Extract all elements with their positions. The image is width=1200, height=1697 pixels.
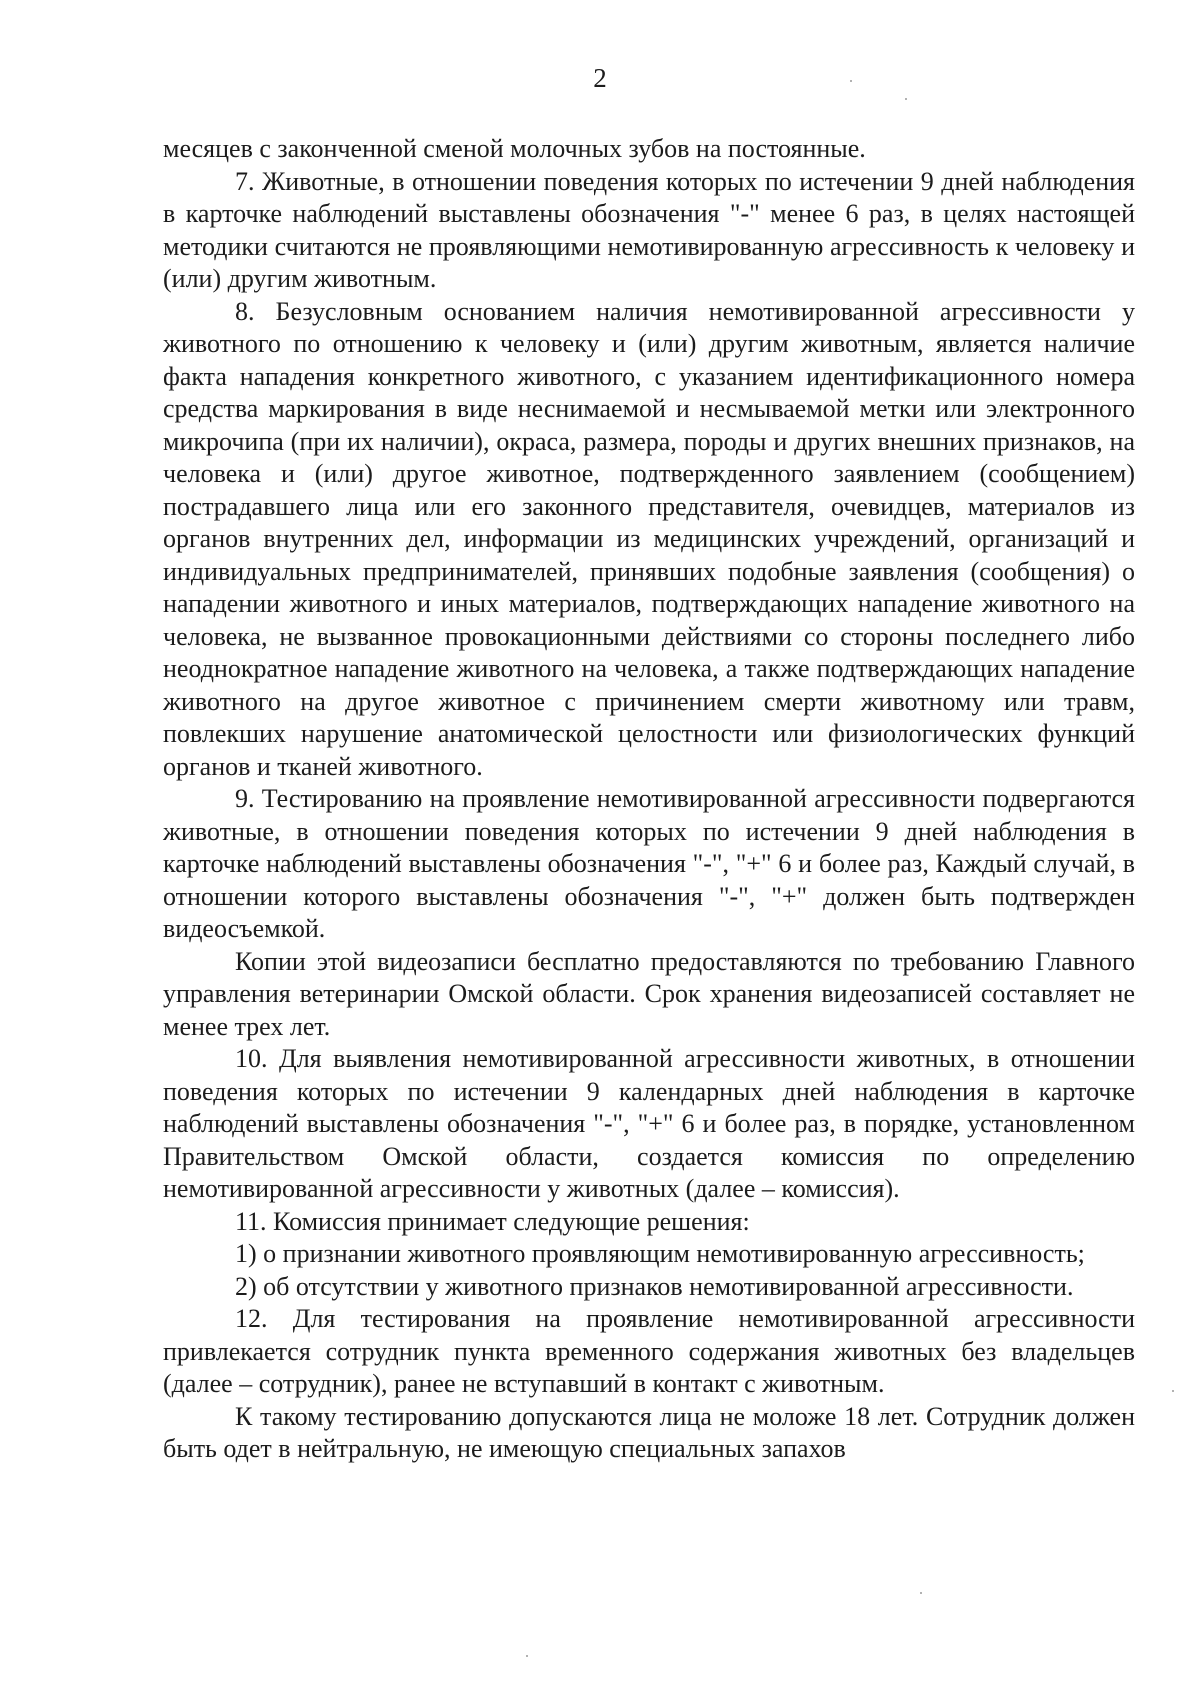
paragraph-item-7: 7. Животные, в отношении поведения которых по истечении 9 дней наблюдения в карточке наблюдений выставлены обозначения "-" менее 6 раз, в целях настоящей методики считаются не проявляющими немотивированную агрессивность к человеку и (или) другим животным. xyxy=(163,166,1135,293)
scan-speck xyxy=(905,98,907,100)
paragraph-testing-conditions: К такому тестированию допускаются лица не моложе 18 лет. Сотрудник должен быть одет в нейтральную, не имеющую специальных запахов xyxy=(163,1401,1135,1463)
paragraph-continuation: месяцев с законченной сменой молочных зубов на постоянные. xyxy=(163,134,866,163)
paragraph-decision-2: 2) об отсутствии у животного признаков немотивированной агрессивности. xyxy=(235,1271,1074,1301)
paragraph-item-12: 12. Для тестирования на проявление немотивированной агрессивности привлекается сотрудник пункта временного содержания животных без владельцев (далее – сотрудник), ранее не вступавший в контакт с животным. xyxy=(163,1304,1135,1398)
scan-speck xyxy=(1172,1390,1174,1392)
paragraph-video-copies: Копии этой видеозаписи бесплатно предоставляются по требованию Главного управления ветеринарии Омской области. Срок хранения видеозаписей составляет не менее трех лет. xyxy=(163,946,1135,1041)
scan-speck xyxy=(920,1592,922,1594)
page-number: 2 xyxy=(593,63,607,93)
paragraph-item-9: 9. Тестированию на проявление немотивированной агрессивности подвергаются животные, в отношении поведения которых по истечении 9 дней наблюдения в карточке наблюдений выставлены обозначения "-", "+" 6 и более раз, Каждый случай, в отношении которого выставлены обозначения "-", "+" должен быть подтвержден видеосъемкой. xyxy=(163,784,1135,943)
paragraph-item-8: 8. Безусловным основанием наличия немотивированной агрессивности у животного по отношению к человеку и (или) другим животным, является наличие факта нападения конкретного животного, с указанием идентификационного номера средства маркирования в виде неснимаемой и несмываемой метки или электронного микрочипа (при их наличии), окраса, размера, породы и других внешних признаков, на человека и (или) другое животное, подтвержденного заявлением (сообщением) пострадавшего лица или его законного представителя, очевидцев, материалов из органов внутренних дел, информации из медицинских учреждений, организаций и индивидуальных предпринимателей, принявших подобные заявления (сообщения) о нападении животного и иных материалов, подтверждающих нападение животного на человека, не вызванное провокационными действиями со стороны последнего либо неоднократное нападение животного на человека, а также подтверждающих нападение животного на другое животное с причинением смерти животному или травм, повлекших нарушение анатомической целостности или физиологических функций органов и тканей животного. xyxy=(163,296,1135,781)
paragraph-item-10: 10. Для выявления немотивированной агрессивности животных, в отношении поведения которых по истечении 9 календарных дней наблюдения в карточке наблюдений выставлены обозначения "-", "+" 6 и более раз, в порядке, установленном Правительством Омской области, создается комиссия по определению немотивированной агрессивности у животных (далее – комиссия). xyxy=(163,1044,1135,1203)
paragraph-item-11: 11. Комиссия принимает следующие решения: xyxy=(235,1206,750,1236)
paragraph-decision-1: 1) о признании животного проявляющим немотивированную агрессивность; xyxy=(235,1239,1085,1268)
scan-speck xyxy=(850,80,852,82)
document-body xyxy=(163,133,1135,1466)
scan-speck xyxy=(526,1655,528,1657)
